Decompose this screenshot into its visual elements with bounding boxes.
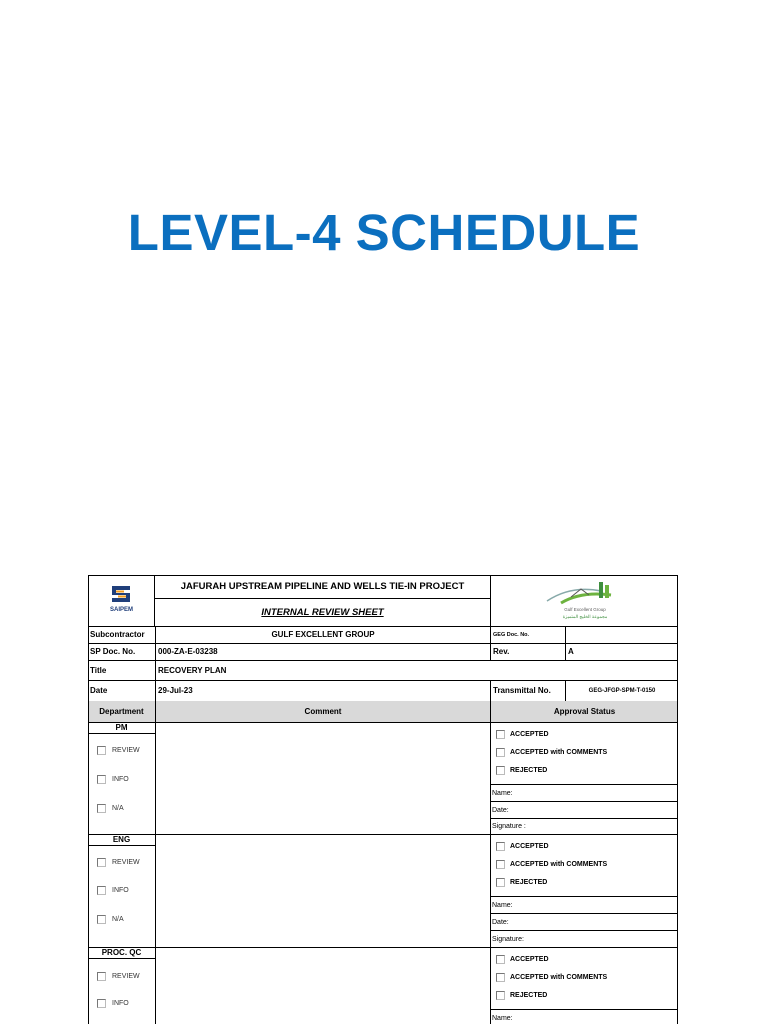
checkbox-icon[interactable]: [496, 973, 505, 982]
department-block-pm: [88, 722, 678, 834]
date-label: Date: [90, 686, 108, 695]
status-label: REJECTED: [510, 992, 548, 999]
option-label: INFO: [112, 776, 129, 783]
option-label: N/A: [112, 916, 124, 923]
option-label: REVIEW: [112, 747, 140, 754]
transmittal-label: Transmittal No.: [490, 680, 565, 701]
checkbox-icon[interactable]: [496, 748, 505, 757]
name-label: Name:: [492, 901, 513, 909]
geg-logo-arabic: مجموعة الخليج المتميزة: [562, 614, 608, 619]
checkbox-icon[interactable]: [97, 804, 106, 813]
name-label: Name:: [492, 789, 513, 797]
checkbox-icon[interactable]: [97, 746, 106, 755]
name-field[interactable]: [490, 1009, 678, 1024]
title-label: Title: [90, 665, 107, 675]
transmittal-value: GEG-JFGP-SPM-T-0150: [565, 680, 678, 701]
department-block-proc-qc: [88, 947, 678, 1024]
option-label: N/A: [112, 805, 124, 812]
checkbox-icon[interactable]: [496, 860, 505, 869]
title-value: RECOVERY PLAN: [155, 660, 678, 680]
date-field[interactable]: [490, 801, 678, 818]
saipem-label: SAIPEM: [109, 607, 133, 613]
sp-doc-label: SP Doc. No.: [90, 647, 136, 656]
checkbox-icon[interactable]: [97, 999, 106, 1008]
option-label: REVIEW: [112, 859, 140, 866]
comment-column-header: Comment: [155, 701, 490, 722]
option-label: INFO: [112, 887, 129, 894]
checkbox-icon[interactable]: [97, 858, 106, 867]
status-accepted[interactable]: [496, 955, 549, 964]
sp-doc-value: 000-ZA-E-03238: [155, 643, 490, 660]
checkbox-icon[interactable]: [97, 886, 106, 895]
status-label: ACCEPTED with COMMENTS: [510, 861, 608, 868]
page-headline: LEVEL-4 SCHEDULE: [127, 204, 641, 261]
status-label: ACCEPTED: [510, 843, 549, 850]
project-title: JAFURAH UPSTREAM PIPELINE AND WELLS TIE-IN PROJECT: [155, 575, 490, 599]
geg-doc-label: GEG Doc. No.: [490, 626, 565, 643]
column-header-row: [88, 701, 678, 723]
status-label: REJECTED: [510, 879, 548, 886]
checkbox-icon[interactable]: [496, 878, 505, 887]
checkbox-icon[interactable]: [496, 730, 505, 739]
name-label: Name:: [492, 1014, 513, 1022]
geg-logo-icon: [541, 579, 629, 607]
department-name: PROC. QC: [88, 947, 155, 959]
na-option[interactable]: [97, 804, 124, 813]
option-label: INFO: [112, 1000, 129, 1007]
review-option[interactable]: [97, 746, 140, 755]
status-accepted-with-comments[interactable]: [496, 748, 607, 757]
department-block-eng: [88, 834, 678, 947]
info-option[interactable]: [97, 999, 129, 1008]
sheet-title: INTERNAL REVIEW SHEET: [261, 607, 384, 618]
geg-logo: [490, 575, 678, 626]
name-field[interactable]: [490, 896, 678, 913]
checkbox-icon[interactable]: [496, 955, 505, 964]
status-rejected[interactable]: [496, 991, 547, 1000]
sp-doc-row: [88, 643, 678, 661]
date-field[interactable]: [490, 913, 678, 930]
status-label: ACCEPTED with COMMENTS: [510, 974, 608, 981]
subcontractor-label: Subcontractor: [90, 630, 145, 639]
department-column-header: Department: [99, 707, 144, 716]
department-name: PM: [88, 722, 155, 734]
na-option[interactable]: [97, 915, 124, 924]
saipem-logo-icon: [110, 584, 132, 604]
status-label: ACCEPTED: [510, 956, 549, 963]
status-rejected[interactable]: [496, 878, 547, 887]
status-label: REJECTED: [510, 767, 548, 774]
date-value: 29-Jul-23: [155, 680, 490, 701]
option-label: REVIEW: [112, 973, 140, 980]
status-accepted-with-comments[interactable]: [496, 973, 607, 982]
title-row: [88, 660, 678, 681]
status-accepted-with-comments[interactable]: [496, 860, 607, 869]
checkbox-icon[interactable]: [97, 915, 106, 924]
date-row: [88, 680, 678, 702]
status-accepted[interactable]: [496, 730, 549, 739]
status-rejected[interactable]: [496, 766, 547, 775]
status-accepted[interactable]: [496, 842, 549, 851]
signature-label: Signature :: [492, 823, 526, 830]
info-option[interactable]: [97, 775, 129, 784]
checkbox-icon[interactable]: [97, 775, 106, 784]
department-name: ENG: [88, 834, 155, 846]
signature-label: Signature:: [492, 935, 524, 943]
saipem-logo: [88, 575, 155, 626]
approval-column-header: Approval Status: [490, 701, 678, 722]
subcontractor-row: [88, 626, 678, 644]
rev-label: Rev.: [490, 643, 565, 660]
internal-review-sheet: [88, 575, 678, 1024]
review-option[interactable]: [97, 858, 140, 867]
rev-value: A: [565, 643, 678, 660]
date-label: Date:: [492, 918, 509, 926]
checkbox-icon[interactable]: [496, 842, 505, 851]
name-field[interactable]: [490, 784, 678, 801]
checkbox-icon[interactable]: [97, 972, 106, 981]
geg-logo-name: Gulf Excellent Group: [564, 607, 606, 612]
date-label: Date:: [492, 806, 509, 814]
checkbox-icon[interactable]: [496, 766, 505, 775]
signature-field[interactable]: [490, 930, 678, 947]
checkbox-icon[interactable]: [496, 991, 505, 1000]
geg-doc-value: [565, 626, 678, 643]
review-option[interactable]: [97, 972, 140, 981]
signature-field[interactable]: [490, 818, 678, 834]
status-label: ACCEPTED with COMMENTS: [510, 749, 608, 756]
info-option[interactable]: [97, 886, 129, 895]
subcontractor-value: GULF EXCELLENT GROUP: [155, 626, 490, 643]
status-label: ACCEPTED: [510, 731, 549, 738]
